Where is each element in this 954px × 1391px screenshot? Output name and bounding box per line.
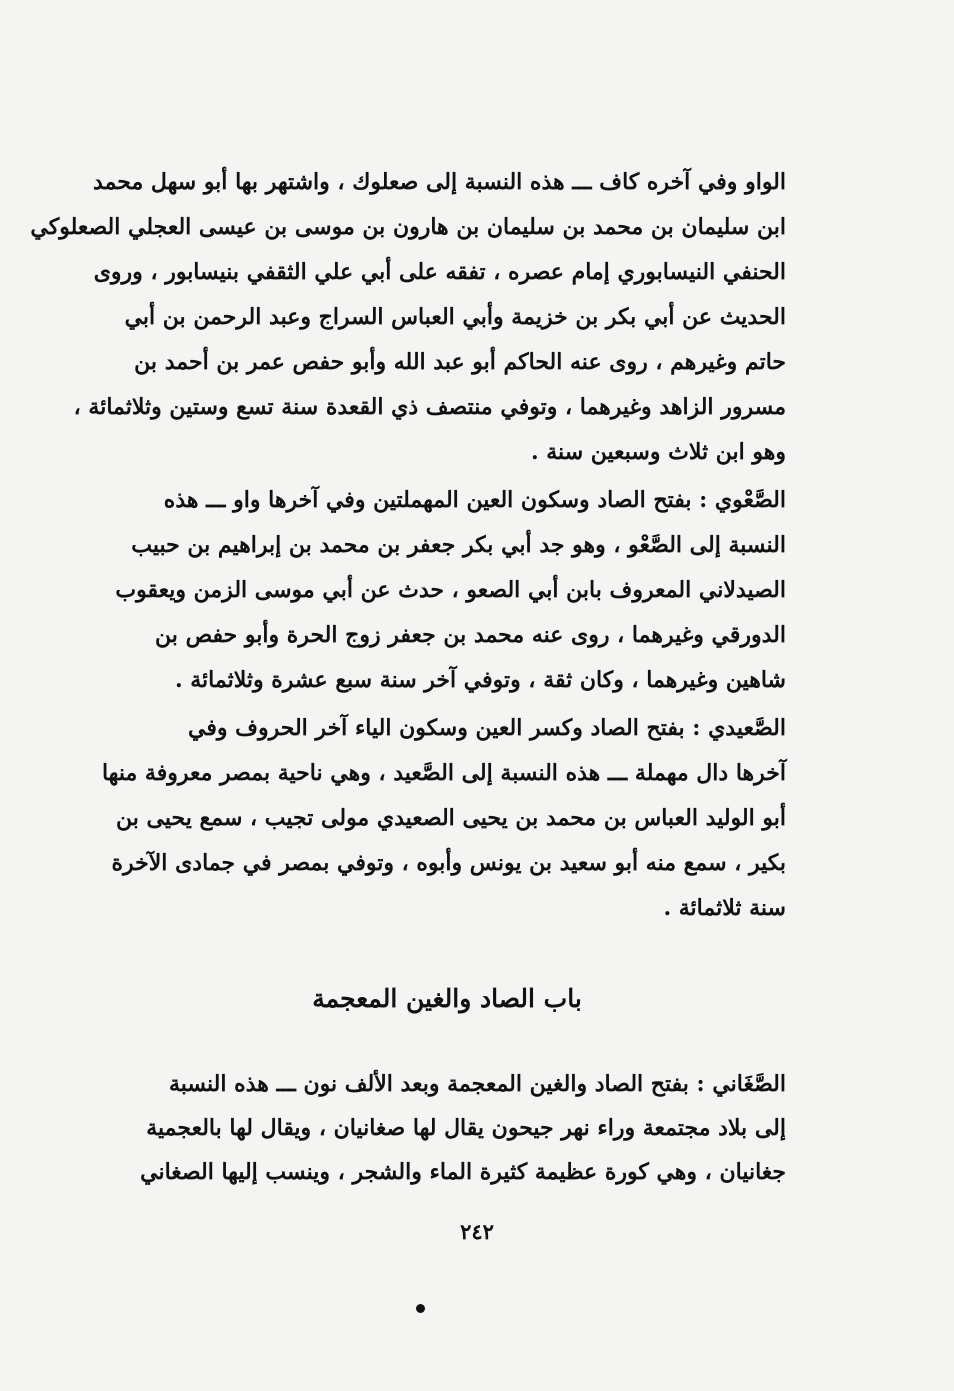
text-line: سنة ثلاثمائة . bbox=[663, 895, 786, 921]
text-line: أبو الوليد العباس بن محمد بن يحيى الصعيدي مولى تجيب ، سمع يحيى بن bbox=[116, 805, 786, 831]
entry-definition-start: : بفتح الصاد وكسر العين وسكون الياء آخر الحروف وفي bbox=[188, 715, 709, 741]
text-line: آخرها دال مهملة ـــ هذه النسبة إلى الصَّعيد ، وهي ناحية بمصر معروفة منها bbox=[101, 760, 786, 786]
entry-definition-start: : بفتح الصاد وسكون العين المهملتين وفي آخرها واو ـــ هذه bbox=[163, 487, 715, 513]
text-line: إلى بلاد مجتمعة وراء نهر جيحون يقال لها صغانيان ، ويقال لها بالعجمية bbox=[146, 1115, 786, 1141]
page-number: ٢٤٢ bbox=[460, 1219, 494, 1244]
entry-term: الصَّعْوي bbox=[714, 487, 786, 513]
text-line: مسرور الزاهد وغيرهما ، وتوفي منتصف ذي القعدة سنة تسع وستين وثلاثمائة ، bbox=[73, 394, 786, 420]
text-line: بكير ، سمع منه أبو سعيد بن يونس وأبوه ، وتوفي بمصر في جمادى الآخرة bbox=[111, 850, 786, 876]
entry-sa'idi bbox=[101, 706, 786, 931]
text-line: النسبة إلى الصَّعْو ، وهو جد أبي بكر جعفر بن محمد بن إبراهيم بن حبيب bbox=[131, 532, 786, 558]
entry-first-line bbox=[108, 706, 786, 751]
text-line: الحديث عن أبي بكر بن خزيمة وأبي العباس السراج وعبد الرحمن بن أبي bbox=[124, 304, 786, 330]
section-heading: باب الصاد والغين المعجمة bbox=[312, 984, 582, 1013]
entry-sa'wi bbox=[108, 478, 786, 703]
entry-first-line bbox=[108, 478, 786, 523]
entry-saghani bbox=[108, 1062, 786, 1194]
text-line: الدورقي وغيرهما ، روى عنه محمد بن جعفر زوج الحرة وأبو حفص بن bbox=[155, 622, 786, 648]
text-line: الحنفي النيسابوري إمام عصره ، تفقه على أبي علي الثقفي بنيسابور ، وروى bbox=[93, 259, 786, 285]
entry-definition-start: : بفتح الصاد والغين المعجمة وبعد الألف نون ـــ هذه النسبة bbox=[168, 1071, 713, 1097]
entry-term: الصَّغَاني bbox=[712, 1071, 786, 1097]
ink-dot bbox=[416, 1304, 425, 1313]
text-line: حاتم وغيرهم ، روى عنه الحاكم أبو عبد الله وأبو حفص عمر بن أحمد بن bbox=[134, 349, 786, 375]
text-line: ابن سليمان بن محمد بن سليمان بن هارون بن موسى بن عيسى العجلي الصعلوكي bbox=[30, 214, 786, 240]
text-line: وهو ابن ثلاث وسبعين سنة . bbox=[530, 439, 786, 465]
text-line: جغانيان ، وهي كورة عظيمة كثيرة الماء والشجر ، وينسب إليها الصغاني bbox=[140, 1159, 786, 1185]
text-line: الصيدلاني المعروف بابن أبي الصعو ، حدث عن أبي موسى الزمن ويعقوب bbox=[115, 577, 786, 603]
entry-term: الصَّعيدي bbox=[708, 715, 786, 741]
entry-first-line bbox=[108, 1062, 786, 1106]
paragraph-sa'luki-continuation bbox=[30, 160, 786, 475]
text-line: الواو وفي آخره كاف ـــ هذه النسبة إلى صعلوك ، واشتهر بها أبو سهل محمد bbox=[93, 169, 786, 195]
text-line: شاهين وغيرهما ، وكان ثقة ، وتوفي آخر سنة سبع عشرة وثلاثمائة . bbox=[174, 667, 786, 693]
